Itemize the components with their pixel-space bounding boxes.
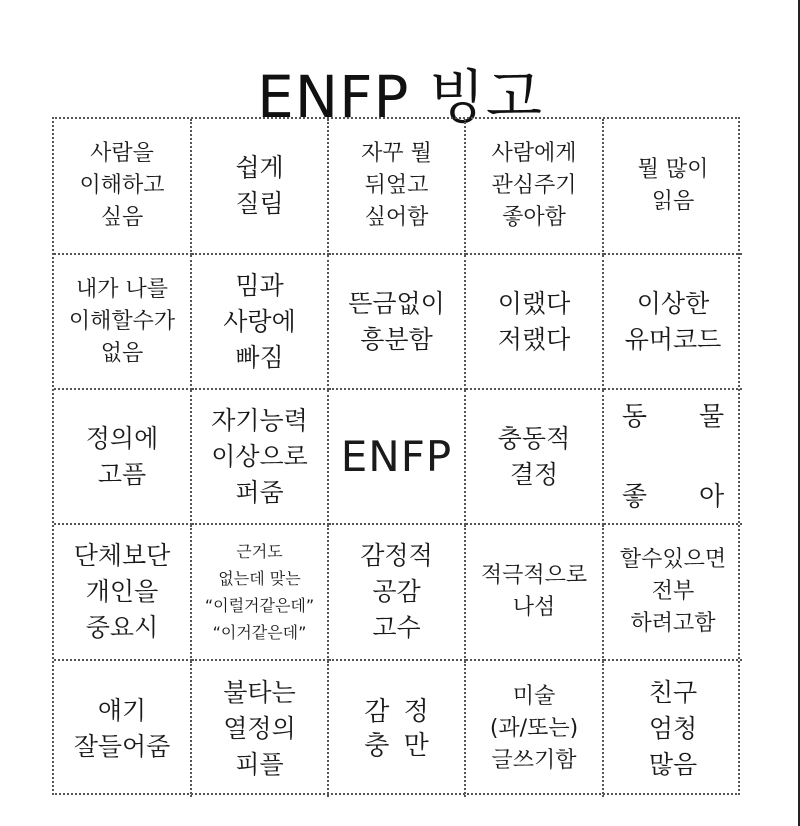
bingo-cell xyxy=(192,661,329,797)
bingo-cell-text: 할수있으면 전부 하려고함 xyxy=(619,547,727,636)
bingo-cell-text: 얘기 잘들어줌 xyxy=(73,696,171,761)
bingo-cell xyxy=(54,661,192,797)
bingo-cell xyxy=(54,119,192,255)
bingo-cell xyxy=(604,390,742,525)
bingo-cell-text: 친구 엄청 많음 xyxy=(648,678,698,779)
bingo-cell xyxy=(192,119,329,255)
bingo-cell xyxy=(192,525,329,661)
bingo-cell-text: 뭘 많이 읽음 xyxy=(637,157,709,214)
bingo-cell-text: 적극적으로 나섬 xyxy=(480,563,588,620)
bingo-cell xyxy=(604,119,742,255)
bingo-cell xyxy=(192,390,329,525)
bingo-grid xyxy=(52,117,740,795)
bingo-cell-text: 밈과 사랑에 빠짐 xyxy=(223,270,296,372)
bingo-cell-text: 이랬다 저랬다 xyxy=(497,288,571,354)
bingo-cell-text: ENFP xyxy=(340,431,453,481)
bingo-cell xyxy=(466,525,604,661)
bingo-cell-text: 감정적 공감 고수 xyxy=(360,541,433,642)
bingo-cell-text: 불타는 열정의 피플 xyxy=(223,678,296,779)
bingo-cell-center xyxy=(329,390,466,525)
bingo-cell-text: 뜬금없이 흥분함 xyxy=(348,288,445,354)
bingo-cell-text: 사람을 이해하고 싶음 xyxy=(79,141,165,230)
bingo-cell-text: 동 물 좋 아 xyxy=(621,401,725,512)
bingo-cell xyxy=(466,390,604,525)
bingo-cell xyxy=(192,255,329,390)
bingo-cell xyxy=(329,661,466,797)
bingo-cell xyxy=(329,525,466,661)
bingo-cell xyxy=(466,119,604,255)
bingo-cell-text: 자기능력 이상으로 퍼줌 xyxy=(211,405,308,507)
bingo-cell xyxy=(329,255,466,390)
bingo-cell xyxy=(54,525,192,661)
bingo-cell-text: 감 정 충 만 xyxy=(364,697,429,761)
bingo-cell xyxy=(329,119,466,255)
bingo-cell xyxy=(54,255,192,390)
bingo-cell-text: 사람에게 관심주기 좋아함 xyxy=(491,141,577,230)
bingo-cell-text: 충동적 결정 xyxy=(497,423,571,489)
bingo-cell-text: 쉽게 질림 xyxy=(235,153,284,218)
bingo-cell xyxy=(604,525,742,661)
bingo-cell xyxy=(604,661,742,797)
page-title: ENFP 빙고 xyxy=(257,62,543,131)
bingo-cell-text: 내가 나를 이해할수가 없음 xyxy=(68,276,176,366)
bingo-cell-text: 정의에 고픔 xyxy=(85,423,159,489)
bingo-cell xyxy=(466,255,604,390)
bingo-cell-text: 자꾸 뭘 뒤엎고 싶어함 xyxy=(361,141,432,230)
bingo-cell xyxy=(466,661,604,797)
bingo-cell-text: 단체보단 개인을 중요시 xyxy=(73,541,171,642)
bingo-cell xyxy=(604,255,742,390)
bingo-cell-text: 이상한 유머코드 xyxy=(624,288,722,354)
bingo-cell-text: 근거도 없는데 맞는 “이럴거같은데” “이거같은데” xyxy=(204,542,315,642)
bingo-cell xyxy=(54,390,192,525)
bingo-cell-text: 미술 (과/또는) 글쓰기함 xyxy=(489,684,579,773)
